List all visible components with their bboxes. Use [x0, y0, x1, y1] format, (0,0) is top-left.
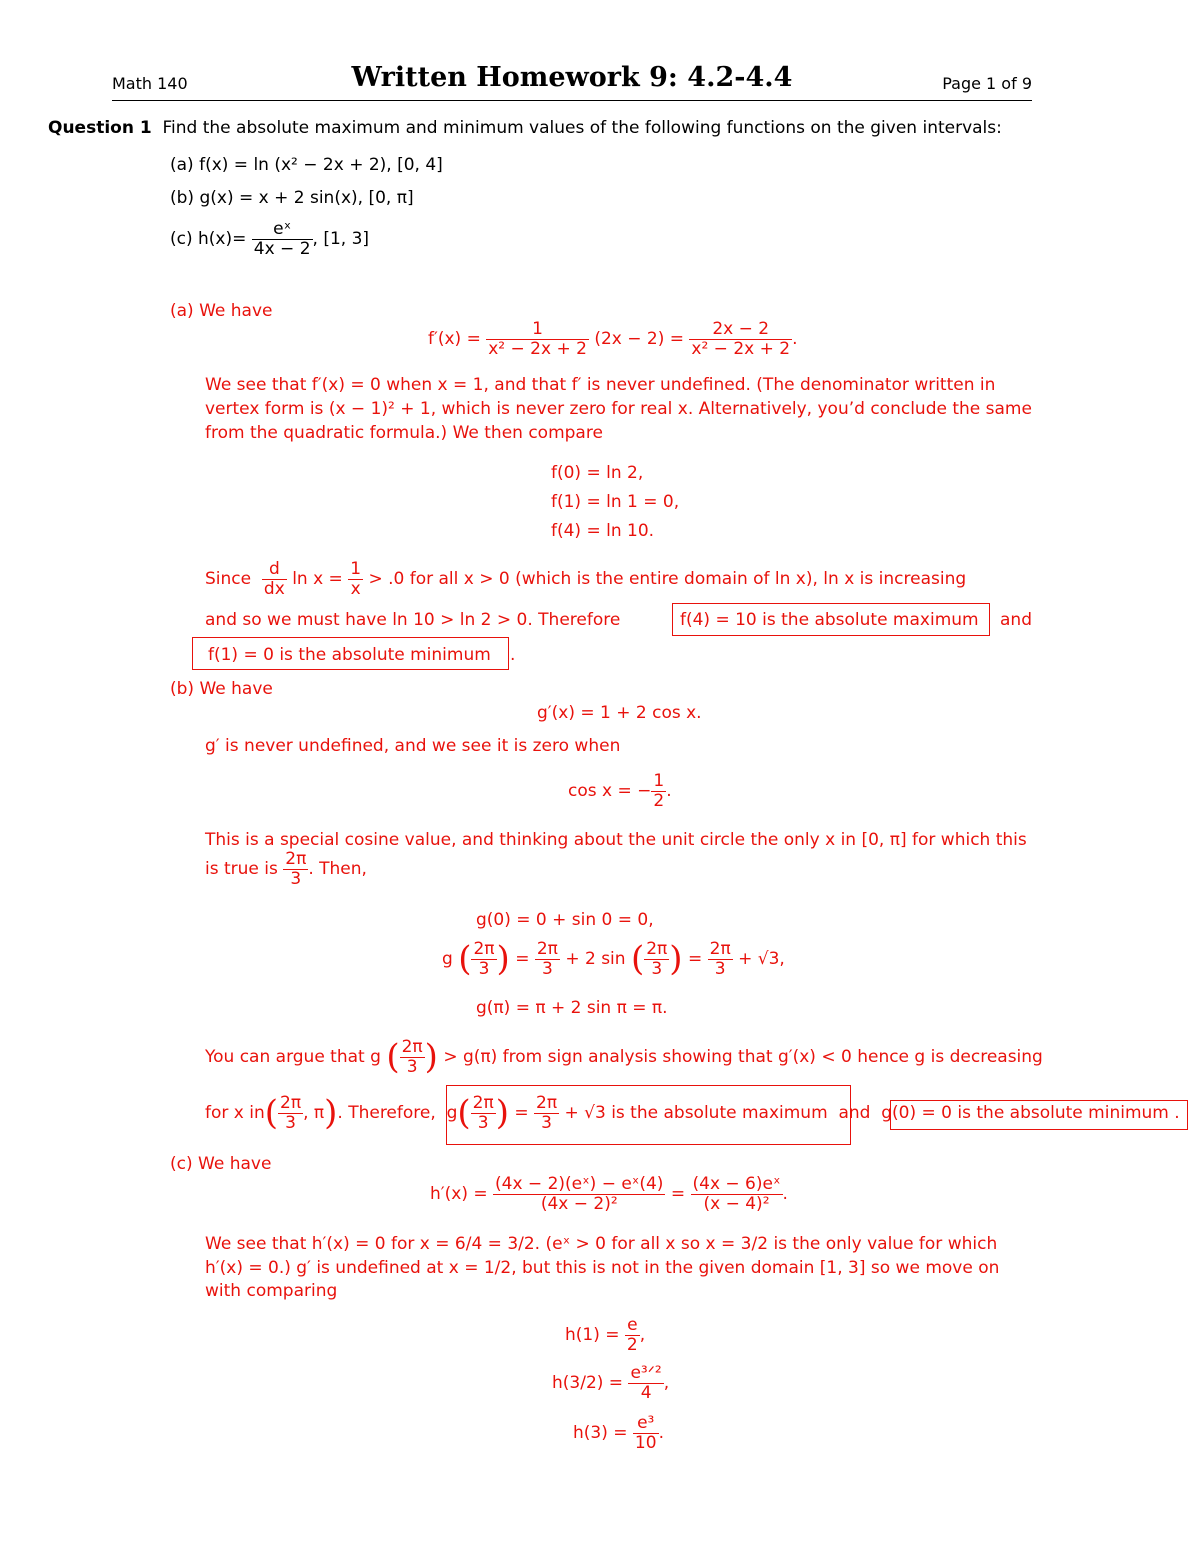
h-fraction-2-numerator: (4x − 6)eˣ — [692, 1174, 781, 1194]
fraction-numerator: 1 — [486, 320, 589, 340]
and-word-b: and — [838, 1103, 871, 1124]
fraction-denominator: x² − 2x + 2 — [691, 338, 791, 359]
solution-a-derivative — [428, 320, 797, 358]
h32-numerator: e³ᐟ² — [630, 1363, 662, 1383]
solution-b-derivative: g′(x) = 1 + 2 cos x. — [537, 703, 702, 723]
g-arg-denominator: 3 — [478, 958, 490, 979]
argue-denominator: 3 — [406, 1056, 418, 1077]
plus-root-three: + √3, — [738, 949, 785, 970]
solution-c-line-2: h′(x) = 0.) g′ is undefined at x = 1/2, but this is not in the given domain [1, 3] so we move on — [205, 1258, 1000, 1278]
absolute-min-text-b: g(0) = 0 is the absolute minimum — [881, 1103, 1169, 1124]
h-end: . — [782, 1184, 788, 1205]
solution-b-argue-line: You can argue that g ( $\frac{2\pi}{3}$ ) > g(π) from sign analysis showing that g′(x) < 0 hence g is decreasing — [205, 1037, 1043, 1078]
h32-denominator: 4 — [640, 1382, 652, 1403]
two-pi-denominator: 3 — [290, 868, 302, 889]
cos-denominator: 2 — [653, 790, 665, 811]
solution-a-label: (a) We have — [170, 301, 273, 321]
max-equals: = — [514, 1103, 529, 1124]
absolute-max-text-a: f(4) = 10 is the absolute maximum — [680, 610, 979, 630]
h3-fraction — [633, 1414, 659, 1452]
derivative-fraction-1 — [486, 320, 589, 358]
derivative-mid: (2x − 2) = — [594, 329, 684, 350]
interval-fraction — [278, 1094, 303, 1132]
rhs-denominator-1: 3 — [541, 958, 553, 979]
h32-end: , — [663, 1373, 670, 1394]
is-true-text: is true is — [205, 859, 278, 880]
h-derivative-lhs: h′(x) = — [430, 1184, 488, 1205]
two-pi-numerator: 2π — [285, 849, 307, 869]
max-arg-denominator: 3 — [477, 1112, 489, 1133]
part-c-interval: , [1, 3] — [312, 229, 370, 250]
part-c-label: (c) h(x)= — [170, 229, 247, 250]
h3-denominator: 10 — [634, 1432, 657, 1453]
question-part-c — [170, 220, 369, 258]
solution-b-g-two-pi-third: g ( $\frac{2\pi}{3}$ ) = $\frac{2\pi}{3}$ + 2 sin ( $\frac{2\pi}{3}$ ) = $\frac{2\pi}{3}$ + √3, — [442, 939, 785, 980]
solution-c-derivative — [430, 1175, 788, 1213]
equals-2: = — [687, 949, 703, 970]
part-c-numerator: eˣ — [252, 220, 313, 240]
solution-b-is-true — [205, 850, 367, 888]
rhs-numerator-1: 2π — [536, 939, 558, 959]
one-over-x-denominator: x — [350, 578, 361, 599]
absolute-max-text-b: + √3 is the absolute maximum — [564, 1103, 828, 1124]
page-number: Page 1 of 9 — [942, 74, 1032, 93]
solution-a-value-1: f(0) = ln 2, — [551, 463, 644, 483]
derivative-fraction-2 — [689, 320, 792, 358]
for-x-in: for x in — [205, 1103, 265, 1124]
solution-c-line-1: We see that h′(x) = 0 for x = 6/4 = 3/2. (eˣ > 0 for all x so x = 3/2 is the only value for which — [205, 1234, 998, 1254]
ddx-denominator: dx — [263, 578, 285, 599]
h3-end: . — [658, 1423, 664, 1444]
derivative-lhs: f′(x) = — [428, 329, 481, 350]
ddx-numerator: d — [262, 560, 287, 580]
h-fraction-1-denominator: (4x − 2)² — [540, 1193, 618, 1214]
question-part-a: (a) f(x) = ln (x² − 2x + 2), [0, 4] — [170, 155, 443, 175]
g-arg-numerator: 2π — [473, 939, 495, 959]
h1-lhs: h(1) = — [565, 1325, 620, 1346]
one-over-x-fraction — [348, 560, 363, 598]
argue-fraction — [400, 1038, 425, 1076]
h-fraction-2-denominator: (x − 4)² — [703, 1193, 770, 1214]
question-line — [48, 120, 1002, 137]
h1-fraction — [625, 1316, 640, 1354]
g-arg-fraction — [471, 940, 496, 978]
rhs-numerator-2: 2π — [709, 939, 731, 959]
solution-c-h32 — [552, 1364, 669, 1402]
period-b: . — [1174, 1103, 1180, 1124]
sin-arg-denominator: 3 — [651, 958, 663, 979]
solution-b-label: (b) We have — [170, 679, 273, 699]
cos-fraction — [651, 772, 666, 810]
max-value-denominator: 3 — [541, 1112, 552, 1133]
period-a: . — [510, 645, 516, 665]
question-prompt: Find the absolute maximum and minimum values of the following functions on the given intervals: — [162, 118, 1002, 138]
h-fraction-1 — [493, 1175, 665, 1213]
and-word-a: and — [1000, 610, 1032, 630]
then-text: . Then, — [308, 859, 367, 880]
question-label: Question 1 — [48, 118, 152, 138]
course-label: Math 140 — [112, 74, 188, 93]
fraction-denominator: x² − 2x + 2 — [488, 338, 587, 359]
solution-b-g0: g(0) = 0 + sin 0 = 0, — [476, 910, 654, 930]
two-pi-over-three — [283, 850, 308, 888]
solution-a-since-line — [205, 560, 966, 598]
equals: = — [515, 949, 530, 970]
h32-lhs: h(3/2) = — [552, 1373, 624, 1394]
argue-start: You can argue that g — [205, 1047, 381, 1068]
h3-lhs: h(3) = — [573, 1423, 628, 1444]
solution-a-line-3: from the quadratic formula.) We then compare — [205, 423, 603, 443]
solution-a-value-3: f(4) = ln 10. — [551, 521, 655, 541]
interval-denominator: 3 — [285, 1112, 296, 1133]
h-fraction-1-numerator: (4x − 2)(eˣ) − eˣ(4) — [495, 1174, 664, 1194]
solution-c-label: (c) We have — [170, 1154, 272, 1174]
question-part-b: (b) g(x) = x + 2 sin(x), [0, π] — [170, 188, 414, 208]
absolute-min-text-a: f(1) = 0 is the absolute minimum — [208, 645, 491, 665]
part-c-fraction — [252, 220, 313, 258]
rhs-denominator-2: 3 — [714, 958, 726, 979]
one-over-x-numerator: 1 — [350, 559, 362, 579]
solution-b-line-2: This is a special cosine value, and thinking about the unit circle the only x in [0, π] for which this — [205, 830, 1027, 850]
interval-pi: , π — [303, 1103, 325, 1124]
h32-fraction — [628, 1364, 663, 1402]
h3-numerator: e³ — [633, 1414, 659, 1434]
solution-c-h3 — [573, 1414, 664, 1452]
max-value-numerator: 2π — [536, 1093, 558, 1113]
ln-x: ln x = — [292, 569, 343, 590]
cos-numerator: 1 — [653, 771, 665, 791]
part-c-denominator: 4x − 2 — [253, 238, 311, 259]
since-word: Since — [205, 569, 252, 590]
h1-denominator: 2 — [626, 1334, 638, 1355]
max-value-fraction — [534, 1094, 559, 1132]
h1-end: , — [639, 1325, 646, 1346]
argue-end: > g(π) from sign analysis showing that g′(x) < 0 hence g is decreasing — [443, 1047, 1043, 1068]
solution-c-h1 — [565, 1316, 645, 1354]
max-arg-numerator: 2π — [472, 1093, 494, 1113]
max-arg-fraction — [471, 1094, 496, 1132]
argue-numerator: 2π — [401, 1037, 423, 1057]
g-symbol: g — [442, 949, 453, 970]
therefore-text: . Therefore, — [337, 1103, 436, 1124]
sin-arg-numerator: 2π — [646, 939, 668, 959]
fraction-numerator: 2x − 2 — [689, 320, 792, 340]
since-tail: > .0 for all x > 0 (which is the entire domain of ln x), ln x is increasing — [368, 569, 967, 590]
ddx-fraction — [262, 560, 287, 598]
derivative-end: . — [792, 329, 798, 350]
solution-b-gpi: g(π) = π + 2 sin π = π. — [476, 998, 668, 1018]
interval-numerator: 2π — [280, 1093, 302, 1113]
solution-b-cos-equation: cos x = − $\frac{1}{2}$ . — [568, 771, 672, 811]
plus-two-sin: + 2 sin — [565, 949, 626, 970]
h1-numerator: e — [625, 1316, 640, 1336]
cos-lhs: cos x = − — [568, 781, 652, 802]
solution-a-line-5: and so we must have ln 10 > ln 2 > 0. Therefore — [205, 610, 621, 630]
page-header — [112, 62, 1032, 101]
solution-a-line-1: We see that f′(x) = 0 when x = 1, and that f′ is never undefined. (The denominator written in — [205, 375, 996, 395]
page-title: Written Homework 9: 4.2-4.4 — [351, 62, 793, 93]
solution-a-line-2: vertex form is (x − 1)² + 1, which is never zero for real x. Alternatively, you’d conclude the same — [205, 399, 1032, 419]
solution-a-value-2: f(1) = ln 1 = 0, — [551, 492, 680, 512]
solution-c-line-3: with comparing — [205, 1281, 338, 1301]
h-equals: = — [670, 1184, 686, 1205]
h-fraction-2 — [691, 1175, 783, 1213]
solution-b-line-1: g′ is never undefined, and we see it is zero when — [205, 736, 621, 756]
rhs-fraction-1 — [535, 940, 560, 978]
solution-b-therefore-line: for x in( $\frac{2\pi}{3}$ , π). Therefore, g( $\frac{2\pi}{3}$ ) = $\frac{2\pi}{3}$ + √3 is the absolute maximum and g(0) = 0 is the absolute minimum . — [205, 1093, 1180, 1134]
rhs-fraction-2 — [708, 940, 733, 978]
sin-arg-fraction — [644, 940, 669, 978]
